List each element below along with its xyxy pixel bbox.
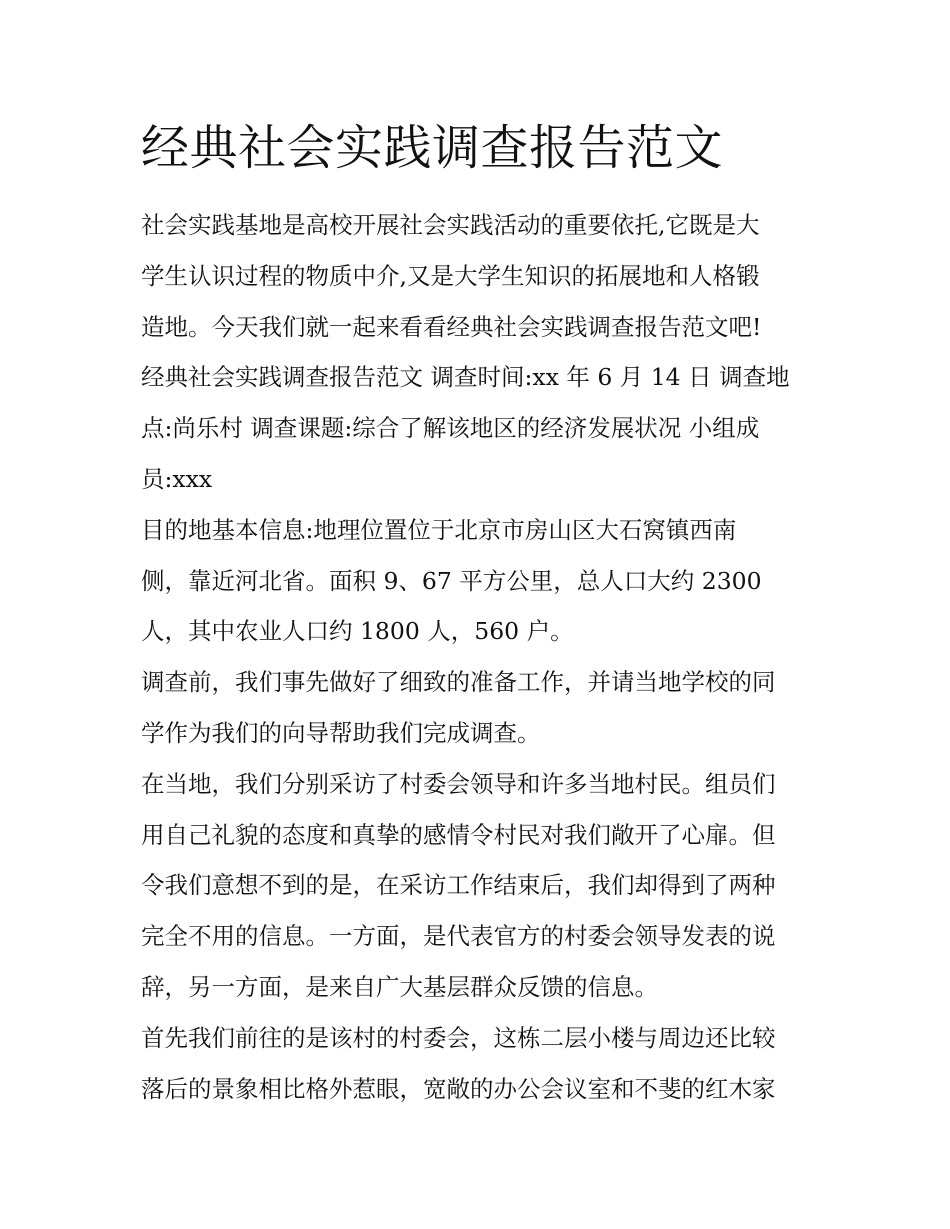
- text-line: 用自己礼貌的态度和真挚的感情令村民对我们敞开了心扉。但: [141, 820, 776, 849]
- text-line: 点:尚乐村 调查课题:综合了解该地区的经济发展状况 小组成: [141, 414, 760, 443]
- text-line: 首先我们前往的是该村的村委会，这栋二层小楼与周边还比较: [141, 1023, 776, 1052]
- text-line: 员:xxx: [141, 464, 213, 493]
- text-line: 侧，靠近河北省。面积 9、67 平方公里，总人口大约 2300: [141, 566, 762, 595]
- village-committee-paragraph: [141, 1013, 821, 1115]
- document-title: 经典社会实践调查报告范文: [141, 120, 724, 176]
- text-line: 令我们意想不到的是，在采访工作结束后，我们却得到了两种: [141, 871, 776, 900]
- text-line: 社会实践基地是高校开展社会实践活动的重要依托,它既是大: [141, 211, 760, 239]
- text-line: 落后的景象相比格外惹眼，宽敞的办公会议室和不斐的红木家: [141, 1074, 776, 1103]
- destination-info-paragraph: [141, 505, 821, 657]
- text-line: 完全不用的信息。一方面，是代表官方的村委会领导发表的说: [141, 922, 776, 951]
- text-line: 学生认识过程的物质中介,又是大学生知识的拓展地和人格锻: [141, 261, 760, 290]
- text-line: 辞，另一方面，是来自广大基层群众反馈的信息。: [141, 972, 658, 1001]
- text-line: 人，其中农业人口约 1800 人，560 户。: [141, 617, 574, 646]
- text-line: 学作为我们的向导帮助我们完成调查。: [141, 718, 541, 747]
- text-line: 经典社会实践调查报告范文 调查时间:xx 年 6 月 14 日 调查地: [141, 363, 790, 392]
- intro-paragraph: [141, 200, 821, 505]
- preparation-paragraph: [141, 657, 821, 759]
- interview-paragraph: [141, 759, 821, 1013]
- text-line: 在当地，我们分别采访了村委会领导和许多当地村民。组员们: [141, 769, 776, 798]
- text-line: 目的地基本信息:地理位置位于北京市房山区大石窝镇西南: [141, 515, 737, 544]
- document-body: [141, 118, 821, 1114]
- text-line: 造地。今天我们就一起来看看经典社会实践调查报告范文吧!: [141, 312, 762, 341]
- text-line: 调查前，我们事先做好了细致的准备工作，并请当地学校的同: [141, 668, 776, 697]
